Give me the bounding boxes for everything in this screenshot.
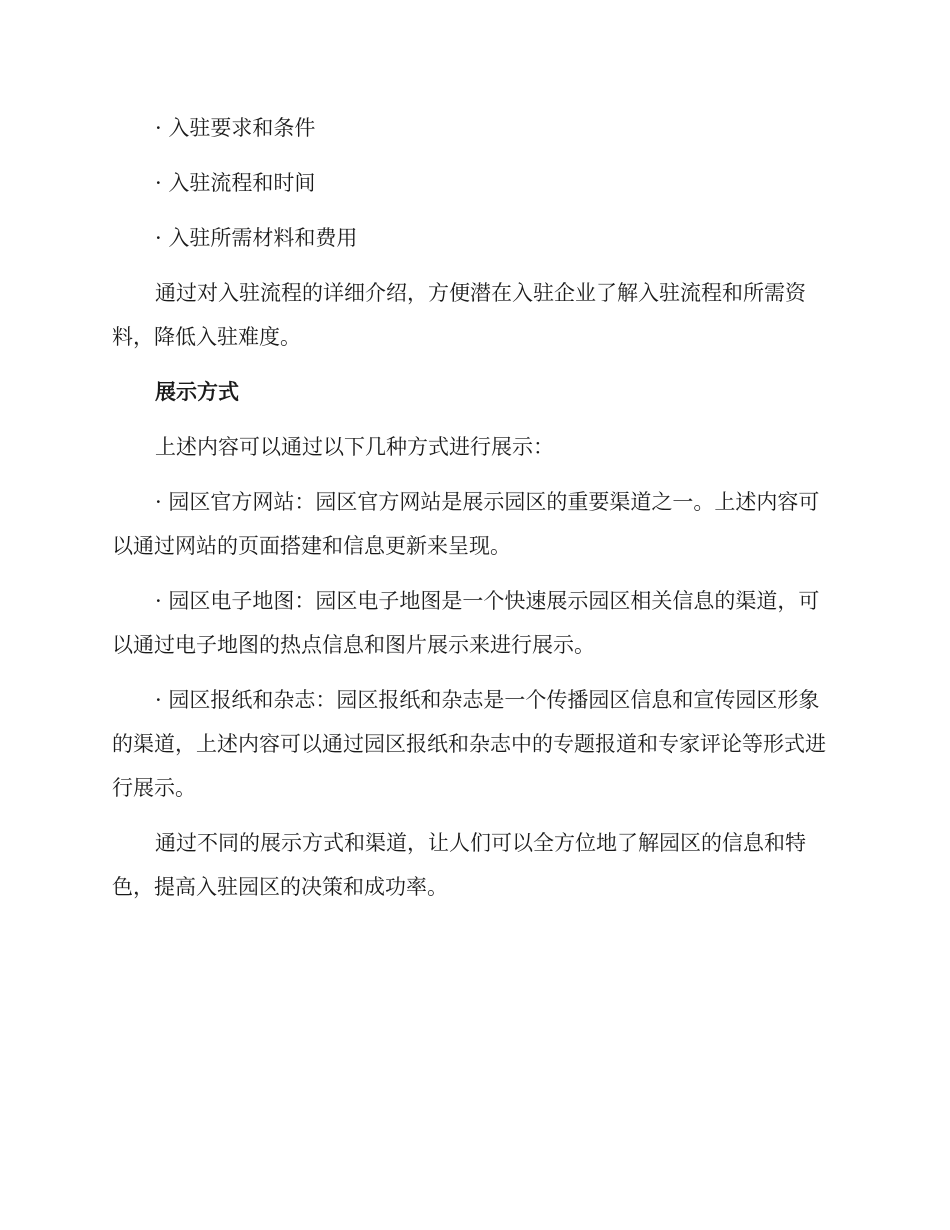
bullet-item: · 入驻流程和时间 [155,171,316,195]
paragraph-lead: 上述内容可以通过以下几种方式进行展示： [155,435,554,459]
bullet-item: · 入驻所需材料和费用 [155,226,358,250]
paragraph-conclusion: 通过不同的展示方式和渠道，让人们可以全方位地了解园区的信息和特色，提高入驻园区的决策和成功率。 [112,831,806,899]
section-heading: 展示方式 [155,380,239,404]
bullet-item: · 入驻要求和条件 [155,116,316,140]
document-body [112,106,832,920]
bullet-item: · 园区报纸和杂志：园区报纸和杂志是一个传播园区信息和宣传园区形象的渠道，上述内容可以通过园区报纸和杂志中的专题报道和专家评论等形式进行展示。 [112,688,826,800]
bullet-item: · 园区电子地图：园区电子地图是一个快速展示园区相关信息的渠道，可以通过电子地图的热点信息和图片展示来进行展示。 [112,589,820,657]
paragraph-intro: 通过对入驻流程的详细介绍，方便潜在入驻企业了解入驻流程和所需资料，降低入驻难度。 [112,281,806,349]
bullet-item: · 园区官方网站：园区官方网站是展示园区的重要渠道之一。上述内容可以通过网站的页面搭建和信息更新来呈现。 [112,490,820,558]
